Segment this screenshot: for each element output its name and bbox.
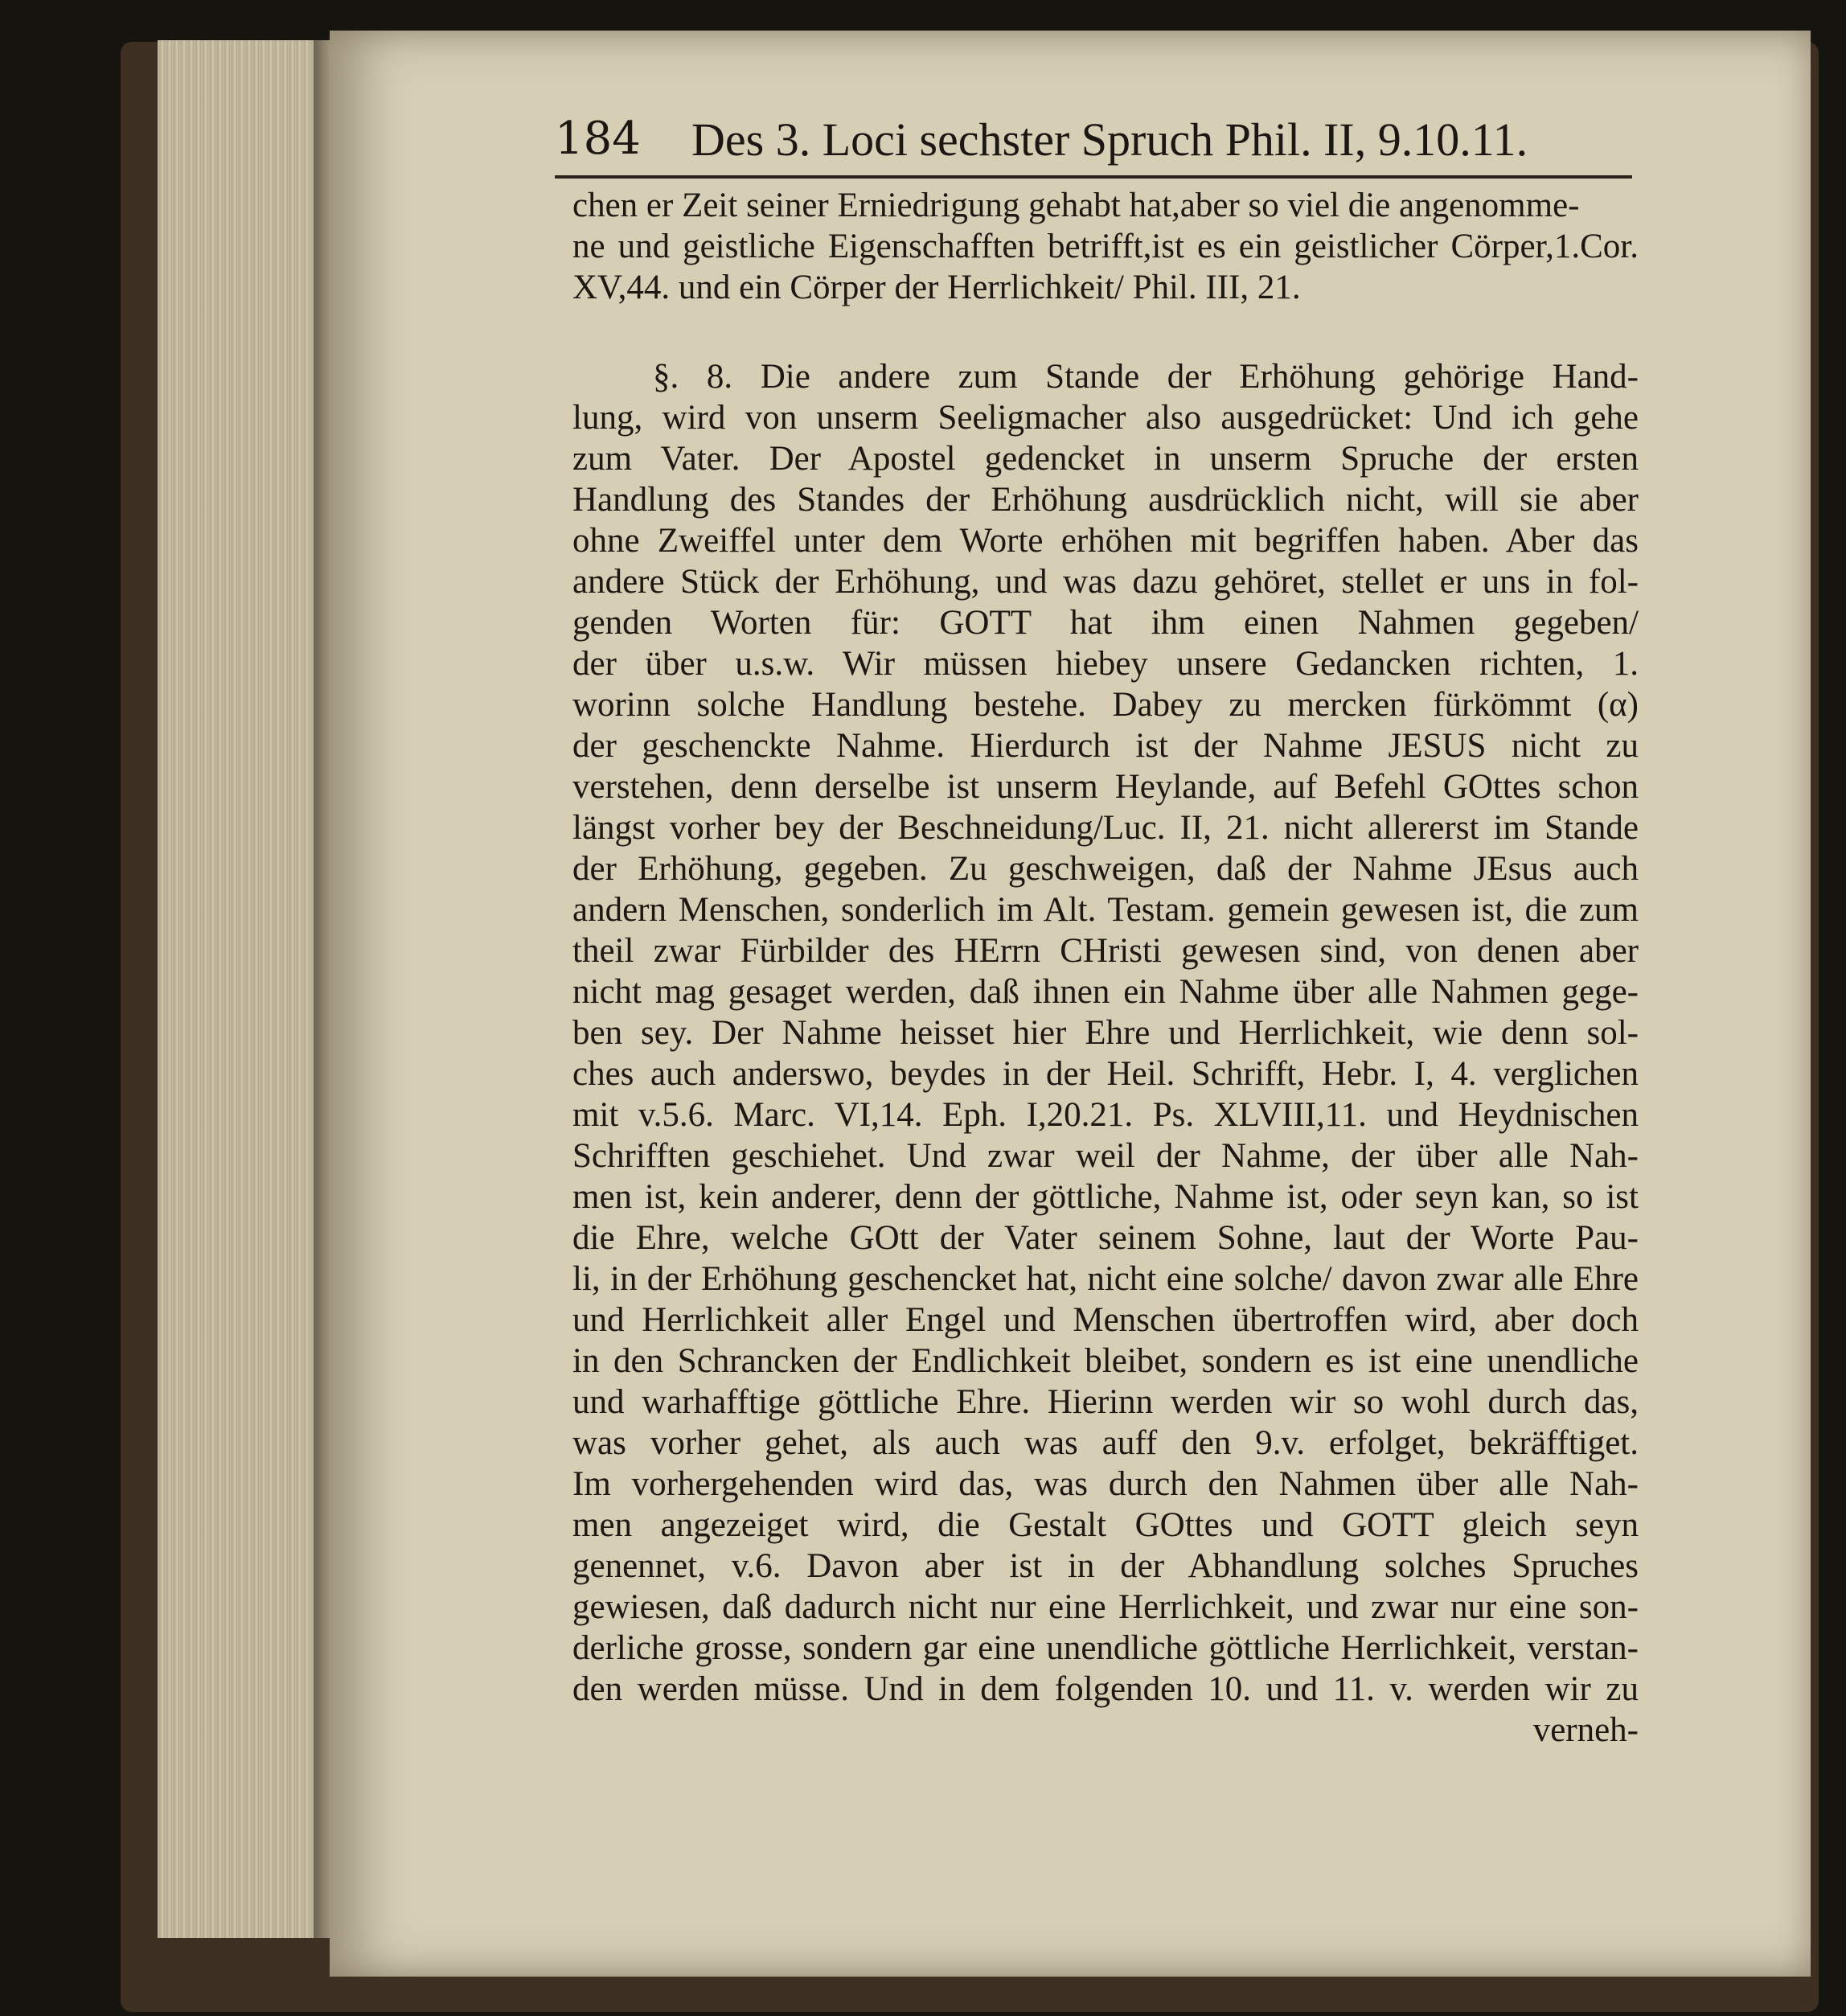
- text-line: der Erhöhung, gegeben. Zu geschweigen, daß der Nahme JEsus auch: [572, 850, 1639, 888]
- text-line: verstehen, denn derselbe ist unserm Heylande, auf Befehl GOttes schon: [572, 768, 1639, 806]
- text-line: und Herrlichkeit aller Engel und Menschen übertroffen wird, aber doch: [572, 1301, 1639, 1339]
- text-line: ches auch anderswo, beydes in der Heil. Schrifft, Hebr. I, 4. verglichen: [572, 1055, 1639, 1093]
- text-line: Im vorhergehenden wird das, was durch den Nahmen über alle Nah-: [572, 1465, 1639, 1503]
- page-edges: [158, 40, 334, 1938]
- text-line: ben sey. Der Nahme heisset hier Ehre und Herrlichkeit, wie denn sol-: [572, 1014, 1639, 1052]
- text-line: Schrifften geschiehet. Und zwar weil der Nahme, der über alle Nah-: [572, 1137, 1639, 1175]
- text-line: derliche grosse, sondern gar eine unendliche göttliche Herrlichkeit, verstan-: [572, 1629, 1639, 1667]
- running-head: Des 3. Loci sechster Spruch Phil. II, 9.10.11.: [691, 113, 1528, 166]
- page-number: 184: [555, 113, 641, 165]
- text-line: gewiesen, daß dadurch nicht nur eine Herrlichkeit, und zwar nur eine son-: [572, 1588, 1639, 1626]
- catchword: verneh-: [1532, 1711, 1639, 1749]
- text-line: zum Vater. Der Apostel gedencket in unserm Spruche der ersten: [572, 440, 1639, 478]
- text-line: chen er Zeit seiner Erniedrigung gehabt hat,aber so viel die angenomme-: [572, 187, 1580, 224]
- text-line: ne und geistliche Eigenschafften betrifft,ist es ein geistlicher Cörper,1.Cor.: [572, 228, 1639, 265]
- text-line: nicht mag gesaget werden, daß ihnen ein Nahme über alle Nahmen gege-: [572, 973, 1639, 1011]
- text-line: längst vorher bey der Beschneidung/Luc. II, 21. nicht allererst im Stande: [572, 809, 1639, 847]
- text-line: mit v.5.6. Marc. VI,14. Eph. I,20.21. Ps. XLVIII,11. und Heydnischen: [572, 1096, 1639, 1134]
- section-start-line: §. 8. Die andere zum Stande der Erhöhung gehörige Hand-: [653, 358, 1639, 396]
- body-text: [572, 185, 1639, 1751]
- text-line: der geschenckte Nahme. Hierdurch ist der Nahme JESUS nicht zu: [572, 727, 1639, 765]
- text-line: lung, wird von unserm Seeligmacher also ausgedrücket: Und ich gehe: [572, 399, 1639, 437]
- text-line: men ist, kein anderer, denn der göttliche, Nahme ist, oder seyn kan, so ist: [572, 1178, 1639, 1216]
- text-line: ohne Zweiffel unter dem Worte erhöhen mit begriffen haben. Aber das: [572, 522, 1639, 560]
- text-line: und warhafftige göttliche Ehre. Hierinn werden wir so wohl durch das,: [572, 1383, 1639, 1421]
- text-line: andern Menschen, sonderlich im Alt. Testam. gemein gewesen ist, die zum: [572, 891, 1639, 929]
- text-line: andere Stück der Erhöhung, und was dazu gehöret, stellet er uns in fol-: [572, 563, 1639, 601]
- text-line: theil zwar Fürbilder des HErrn CHristi gewesen sind, von denen aber: [572, 932, 1639, 970]
- text-line: in den Schrancken der Endlichkeit bleibet, sondern es ist eine unendliche: [572, 1342, 1639, 1380]
- text-line: die Ehre, welche GOtt der Vater seinem Sohne, laut der Worte Pau-: [572, 1219, 1639, 1257]
- text-line: genennet, v.6. Davon aber ist in der Abhandlung solches Spruches: [572, 1547, 1639, 1585]
- text-line: Handlung des Standes der Erhöhung ausdrücklich nicht, will sie aber: [572, 481, 1639, 519]
- page-header: [555, 113, 1632, 170]
- text-line: men angezeiget wird, die Gestalt GOttes und GOTT gleich seyn: [572, 1506, 1639, 1544]
- text-line: der über u.s.w. Wir müssen hiebey unsere Gedancken richten, 1.: [572, 645, 1639, 683]
- text-line: den werden müsse. Und in dem folgenden 10. und 11. v. werden wir zu: [572, 1670, 1639, 1708]
- text-line: XV,44. und ein Cörper der Herrlichkeit/ Phil. III, 21.: [572, 269, 1301, 306]
- text-line: genden Worten für: GOTT hat ihm einen Nahmen gegeben/: [572, 604, 1639, 642]
- text-line: worinn solche Handlung bestehe. Dabey zu mercken fürkömmt (α): [572, 686, 1639, 724]
- text-line: li, in der Erhöhung geschencket hat, nicht eine solche/ davon zwar alle Ehre: [572, 1260, 1639, 1298]
- header-rule: [555, 175, 1632, 179]
- text-line: was vorher gehet, als auch was auff den 9.v. erfolget, bekräfftiget.: [572, 1424, 1639, 1462]
